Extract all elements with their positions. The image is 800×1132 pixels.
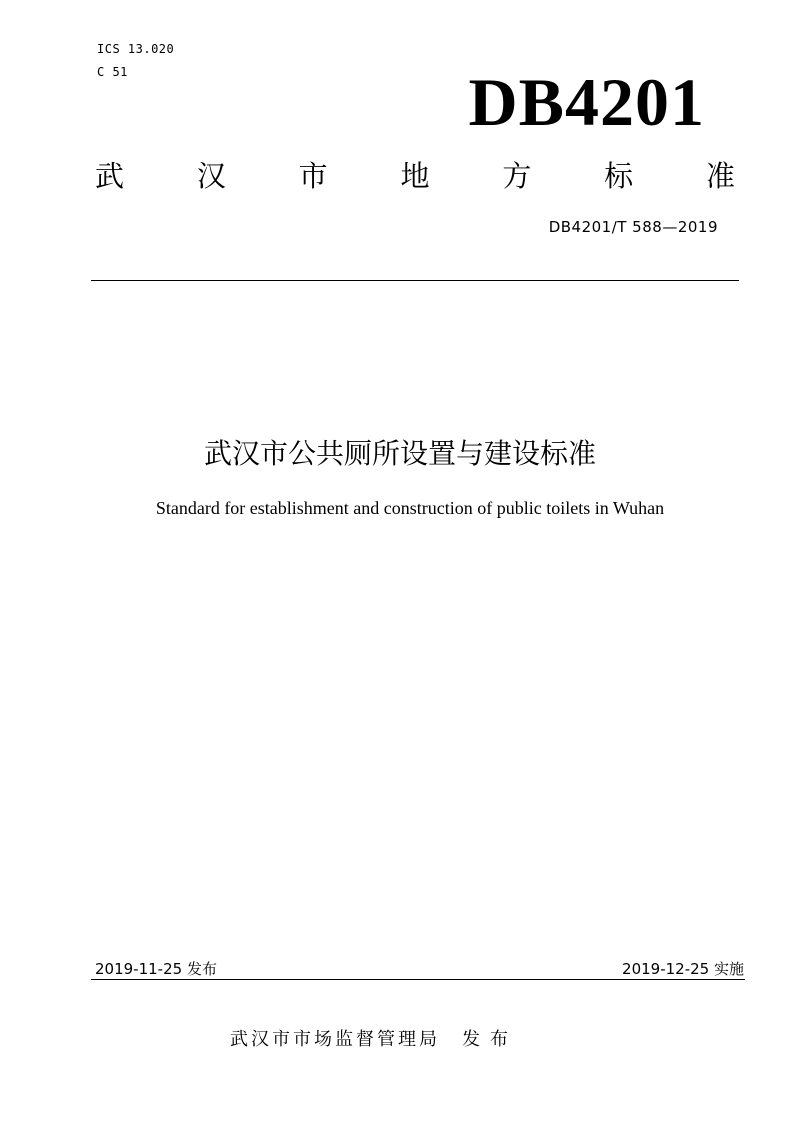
standard-type-heading bbox=[95, 156, 735, 196]
document-code: DB4201 bbox=[468, 64, 705, 140]
publisher-name: 武汉市市场监督管理局 bbox=[230, 1029, 440, 1050]
standard-type-char: 方 bbox=[502, 159, 532, 193]
standard-type-char: 地 bbox=[400, 159, 430, 193]
title-chinese: 武汉市公共厕所设置与建设标准 bbox=[203, 437, 596, 470]
standard-type-char: 市 bbox=[298, 159, 328, 193]
standard-type-char: 准 bbox=[705, 159, 735, 193]
top-divider bbox=[91, 280, 739, 281]
standard-type-char: 标 bbox=[604, 159, 634, 193]
standard-type-char: 武 bbox=[95, 159, 125, 193]
ics-code: ICS 13.020 bbox=[97, 42, 175, 56]
bottom-divider bbox=[91, 979, 745, 980]
implementation-date: 2019-12-25 实施 bbox=[622, 960, 744, 978]
publisher-action: 发布 bbox=[462, 1029, 518, 1050]
title-english: Standard for establishment and construction of public toilets in Wuhan bbox=[155, 498, 665, 518]
publish-date: 2019-11-25 发布 bbox=[95, 960, 217, 978]
standard-type-char: 汉 bbox=[196, 159, 226, 193]
standard-number: DB4201/T 588—2019 bbox=[548, 218, 718, 236]
ccs-code: C 51 bbox=[97, 65, 128, 79]
publisher-line bbox=[230, 1027, 518, 1053]
